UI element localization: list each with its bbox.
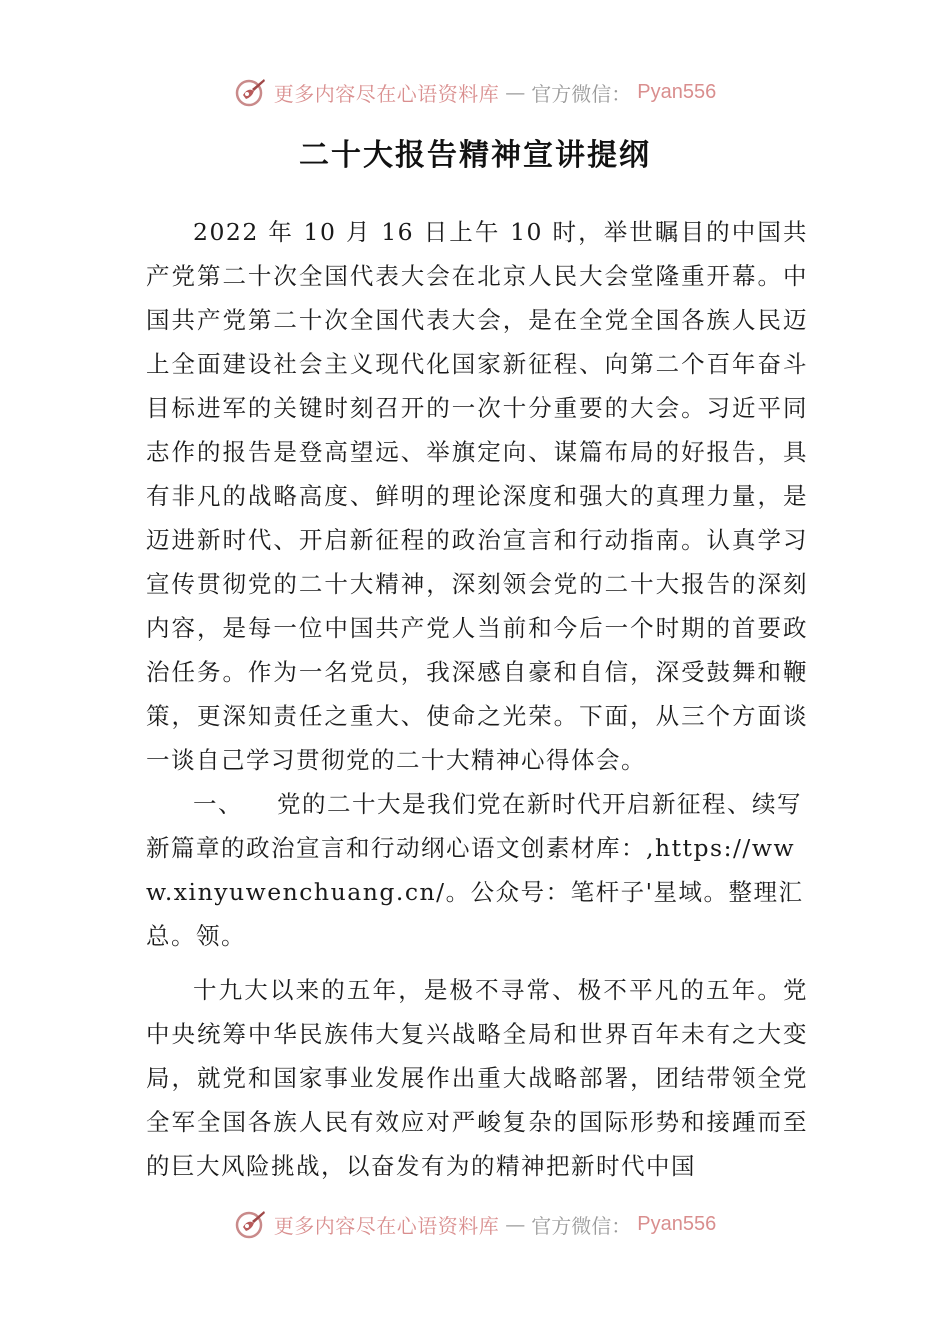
document-body: [146, 210, 808, 1188]
section-heading-text: 党的二十大是我们党在新时代开启新征程、续写新篇章的政治宣言和行动纲心语文创素材库：,https://www.xinyuwenchuang.cn/。公众号：笔杆子'星域。整理汇总。领。: [146, 790, 804, 950]
hand-pen-logo-icon: [234, 1207, 268, 1241]
footer-banner: [0, 1204, 950, 1244]
banner-text: 更多内容尽在心语资料库: [273, 1213, 500, 1238]
document-title: 二十大报告精神宣讲提纲: [299, 138, 651, 173]
banner-text: 更多内容尽在心语资料库: [273, 81, 500, 106]
banner-separator: —: [505, 1212, 526, 1236]
banner-wechat-id: Pyan556: [637, 80, 717, 103]
section-heading: [146, 782, 808, 958]
section-number: 一、: [193, 790, 243, 818]
banner-wechat-label: 官方微信：: [531, 1213, 632, 1238]
banner-wechat-label: 官方微信：: [531, 81, 632, 106]
header-banner: [0, 72, 950, 112]
banner-separator: —: [505, 80, 526, 104]
intro-paragraph: 2022 年 10 月 16 日上午 10 时，举世瞩目的中国共产党第二十次全国代表大会在北京人民大会堂隆重开幕。中国共产党第二十次全国代表大会，是在全党全国各族人民迈上全面建设社会主义现代化国家新征程、向第二个百年奋斗目标进军的关键时刻召开的一次十分重要的大会。习近平同志作的报告是登高望远、举旗定向、谋篇布局的好报告，具有非凡的战略高度、鲜明的理论深度和强大的真理力量，是迈进新时代、开启新征程的政治宣言和行动指南。认真学习宣传贯彻党的二十大精神，深刻领会党的二十大报告的深刻内容，是每一位中国共产党人当前和今后一个时期的首要政治任务。作为一名党员，我深感自豪和自信，深受鼓舞和鞭策，更深知责任之重大、使命之光荣。下面，从三个方面谈一谈自己学习贯彻党的二十大精神心得体会。: [146, 218, 808, 774]
body-paragraph: 十九大以来的五年，是极不寻常、极不平凡的五年。党中央统筹中华民族伟大复兴战略全局和世界百年未有之大变局，就党和国家事业发展作出重大战略部署，团结带领全党全军全国各族人民有效应对严峻复杂的国际形势和接踵而至的巨大风险挑战，以奋发有为的精神把新时代中国: [146, 976, 808, 1180]
hand-pen-logo-icon: [234, 75, 268, 109]
banner-wechat-id: Pyan556: [637, 1212, 717, 1235]
